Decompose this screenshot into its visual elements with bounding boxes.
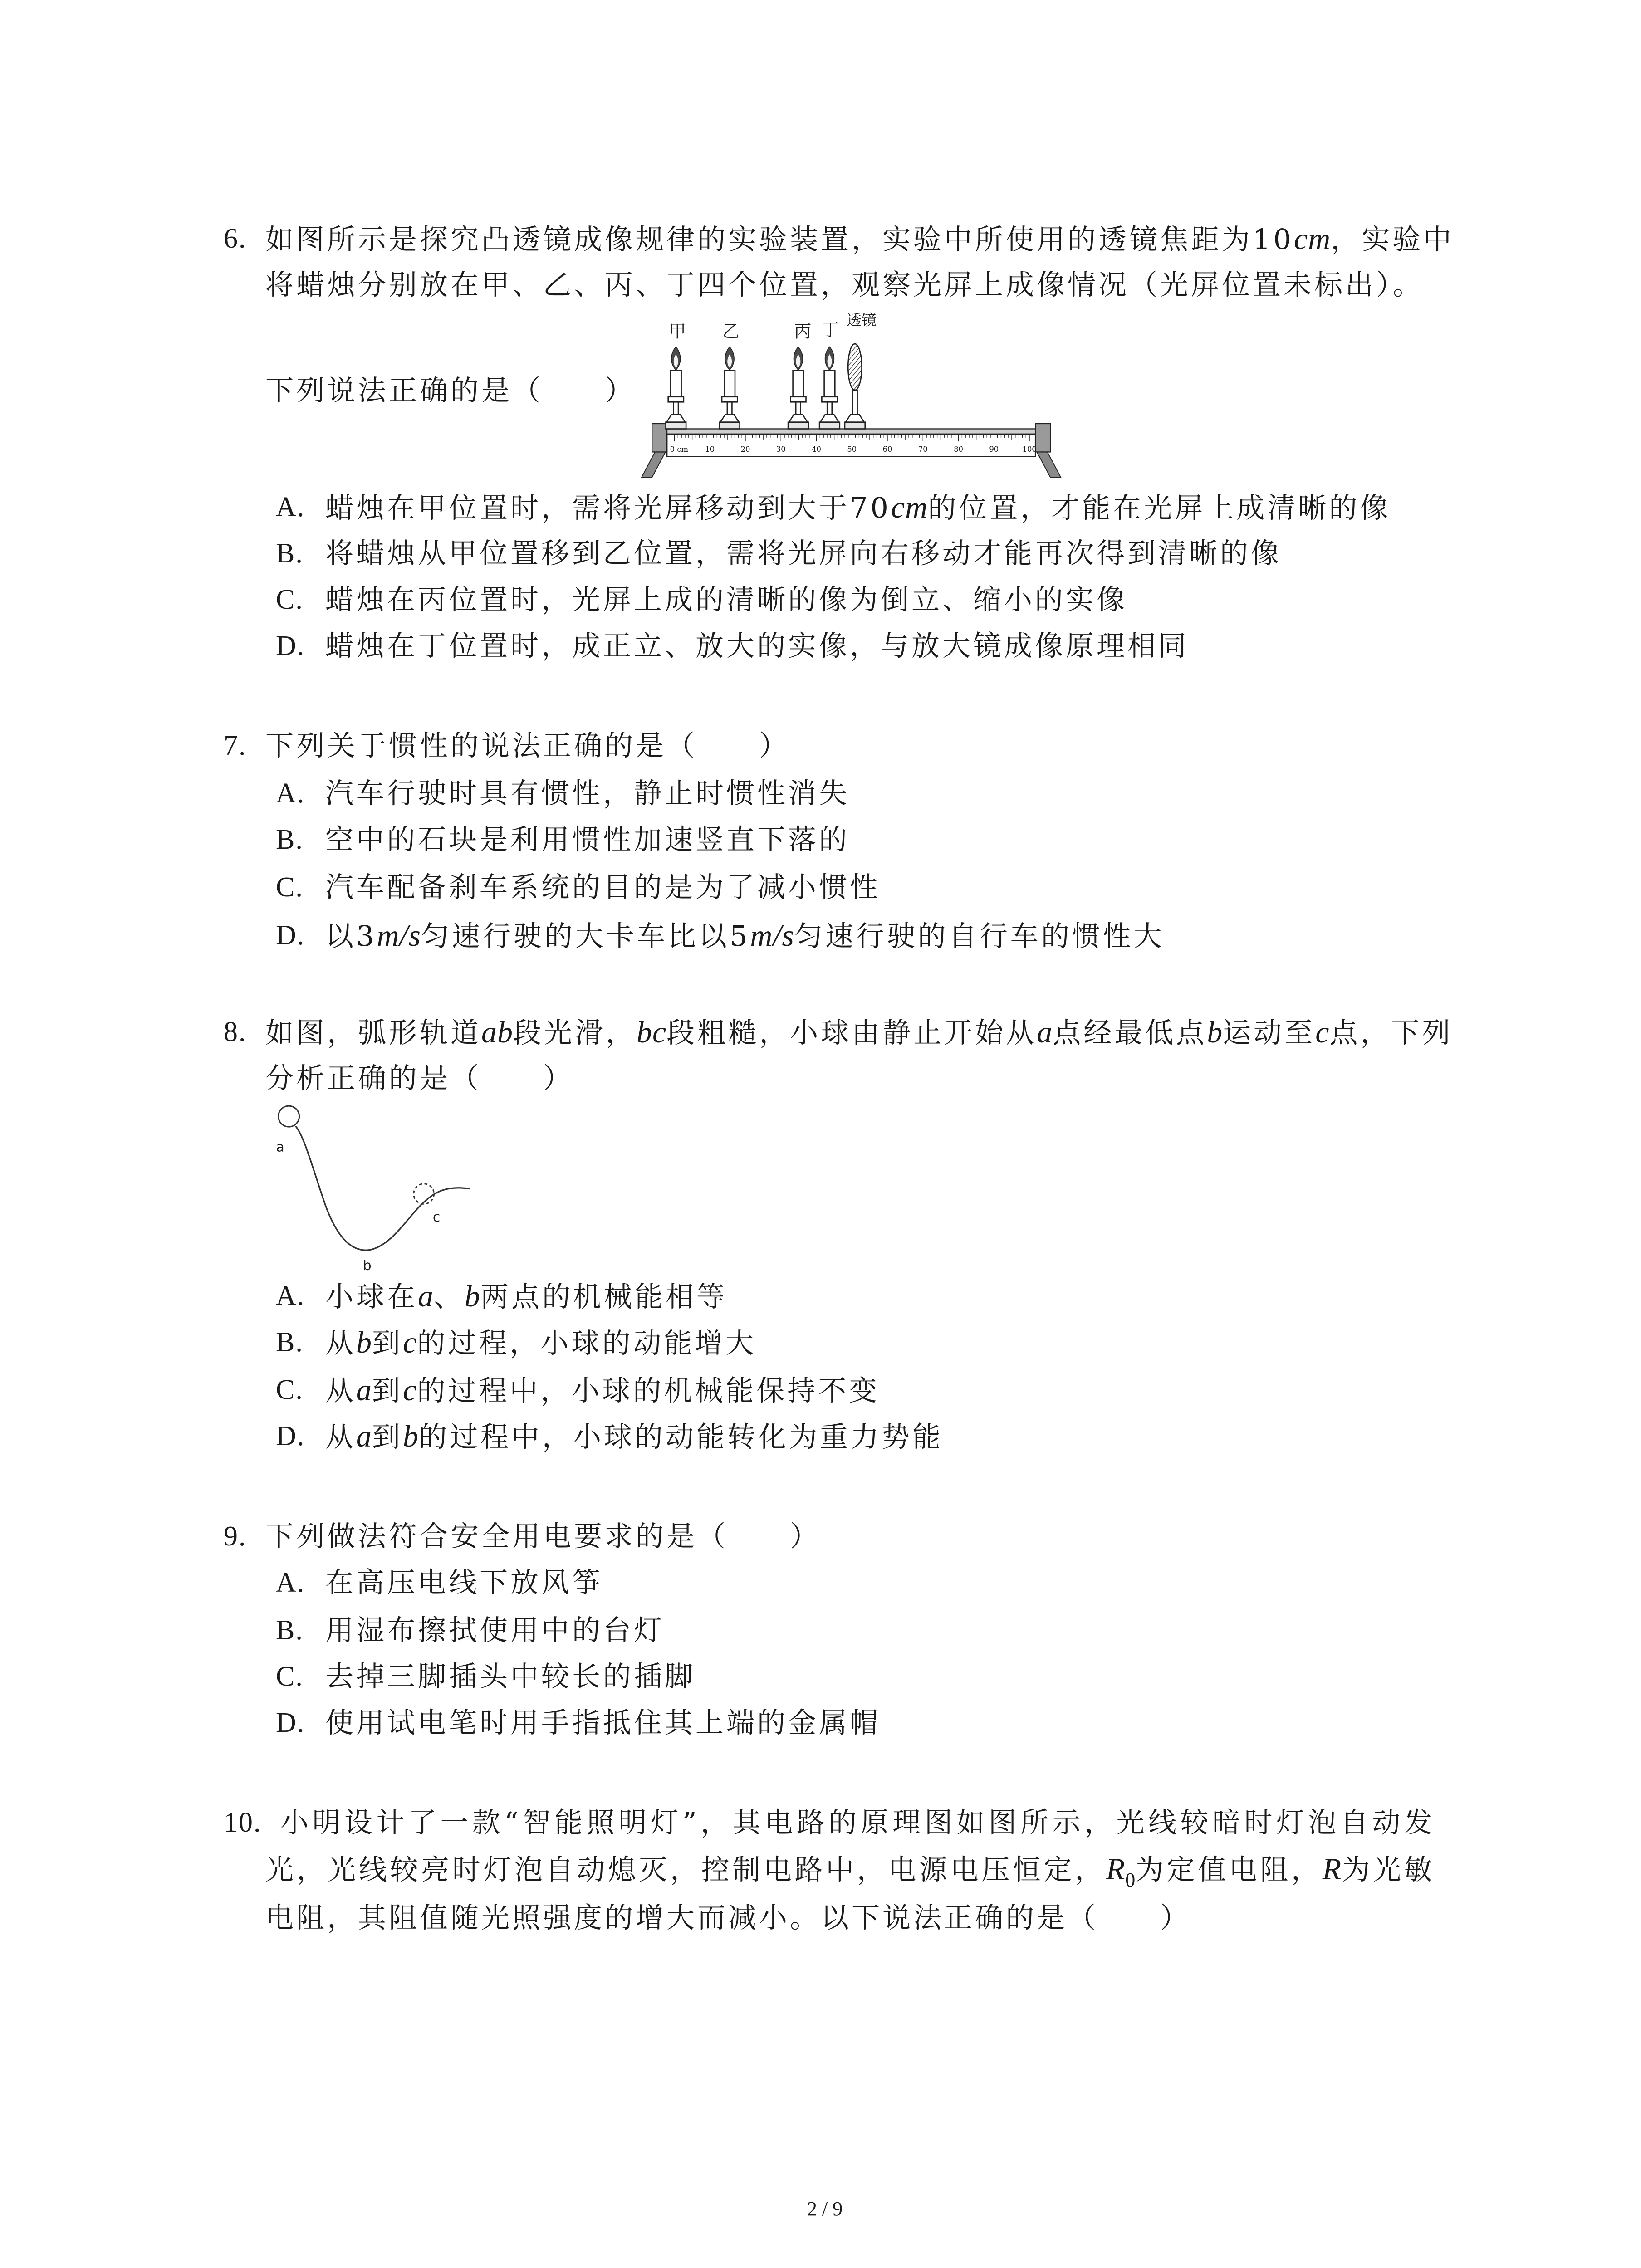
option-label: A. (276, 1567, 305, 1598)
option-label: A. (276, 778, 305, 809)
question-number: 8. (224, 1017, 247, 1047)
math-variable: R (1322, 1852, 1342, 1886)
position-label-bing: 丙 (794, 321, 812, 342)
option-label: A. (276, 492, 305, 523)
question-number: 6. (224, 223, 247, 254)
text-run: 将蜡烛从甲位置移到乙位置，需将光屏向右移动才能再次得到清晰的像 (325, 537, 1282, 570)
bench-leg-left (642, 452, 666, 477)
optical-bench (642, 424, 1061, 477)
text-run: 如图所示是探究凸透镜成像规律的实验装置，实验中所使用的透镜焦距为10 (265, 223, 1294, 256)
text-run: 点经最低点 (1053, 1016, 1207, 1049)
math-variable: cm (891, 490, 928, 524)
text-run: 小球在 (325, 1280, 418, 1313)
ruler-label: 100 (1022, 445, 1037, 454)
option-label: B. (276, 1327, 304, 1358)
bench-end-left (652, 424, 667, 452)
ruler-label: 90 (989, 445, 999, 454)
text-run: 的过程，小球的动能增大 (417, 1326, 757, 1359)
option-text (325, 867, 881, 908)
option-text (325, 1322, 756, 1363)
lens-post (852, 390, 857, 415)
text-run: 到 (372, 1374, 403, 1407)
position-label-jia: 甲 (669, 321, 686, 342)
math-variable: c (403, 1373, 417, 1407)
bench-end-right (1035, 424, 1050, 452)
option-text (325, 533, 1282, 574)
ruler-label: 60 (882, 445, 892, 454)
option-label: D. (276, 1707, 305, 1738)
math-variable: ab (481, 1015, 514, 1049)
position-label-ding: 丁 (822, 319, 839, 340)
math-variable: c (1315, 1015, 1330, 1049)
text-run: 运动至 (1223, 1016, 1316, 1049)
math-variable: m/s (377, 918, 421, 953)
text-run: 从 (325, 1420, 357, 1453)
question-text-line (265, 1012, 1453, 1052)
option-text (325, 819, 850, 860)
option-label: C. (276, 1661, 304, 1692)
text-run: 的过程中，小球的机械能保持不变 (417, 1374, 880, 1407)
text-run: 匀速行驶的自行车的惯性大 (794, 919, 1165, 953)
optical-bench-figure (636, 310, 1065, 480)
question-number: 10. (224, 1807, 262, 1838)
option-label: D. (276, 920, 305, 951)
lens-label: 透镜 (847, 311, 877, 329)
text-run: 以3 (325, 919, 377, 953)
math-variable: b (356, 1325, 372, 1359)
text-run: 在高压电线下放风筝 (325, 1566, 603, 1599)
option-text (325, 1656, 696, 1697)
option-label: C. (276, 1374, 304, 1405)
text-run: 到 (372, 1420, 403, 1453)
math-variable: a (356, 1373, 372, 1407)
option-text (325, 487, 1391, 528)
text-run: 用湿布擦拭使用中的台灯 (325, 1613, 665, 1647)
question-prompt (265, 1516, 821, 1557)
math-variable: R (1106, 1852, 1126, 1886)
ball-at-a (279, 1106, 299, 1127)
text-run: 汽车行驶时具有惯性，静止时惯性消失 (325, 777, 850, 810)
text-run: 下列关于惯性的说法正确的是（ ） (265, 729, 790, 762)
text-run: 、 (434, 1280, 465, 1313)
text-run: 光，光线较亮时灯泡自动熄灭，控制电路中，电源电压恒定， (265, 1853, 1106, 1886)
question-prompt (265, 1058, 574, 1099)
math-variable: bc (637, 1015, 667, 1049)
text-run: 从 (325, 1326, 357, 1359)
ruler-label: 40 (812, 445, 821, 454)
text-run: 蜡烛在丁位置时，成正立、放大的实像，与放大镜成像原理相同 (325, 629, 1190, 662)
option-label: C. (276, 584, 304, 615)
option-label: B. (276, 824, 304, 855)
option-text (325, 1369, 880, 1410)
option-text (325, 1562, 603, 1603)
option-text (325, 1416, 943, 1457)
text-run: 如图，弧形轨道 (265, 1016, 482, 1049)
math-variable: cm (1293, 221, 1331, 256)
candle-bing (788, 347, 808, 429)
text-run: 到 (372, 1326, 403, 1359)
ball-at-c-dashed (414, 1184, 434, 1204)
question-text-line (265, 1848, 1435, 1889)
option-text (325, 915, 1165, 956)
math-variable: m/s (750, 918, 794, 953)
lens-slider (845, 422, 865, 429)
convex-lens (845, 344, 865, 429)
option-label: C. (276, 872, 304, 903)
option-label: D. (276, 631, 305, 661)
math-variable: b (1207, 1015, 1223, 1049)
question-prompt (265, 1897, 1191, 1938)
text-run: 使用试电笔时用手指抵住其上端的金属帽 (325, 1706, 881, 1739)
lens-body (848, 344, 862, 390)
candle-jia (666, 347, 686, 429)
option-label: D. (276, 1421, 305, 1452)
math-variable: a (356, 1419, 372, 1453)
text-run: 的过程中，小球的动能转化为重力势能 (419, 1420, 944, 1453)
text-run: 将蜡烛分别放在甲、乙、丙、丁四个位置，观察光屏上成像情况（光屏位置未标出）。 (265, 268, 1424, 301)
question-text-line (265, 218, 1455, 259)
text-run: 段光滑， (513, 1016, 637, 1049)
option-label: B. (276, 538, 304, 569)
question-text-line (265, 264, 1424, 305)
ruler-label: 0 cm (670, 445, 689, 454)
math-variable: b (465, 1279, 481, 1313)
text-run: 空中的石块是利用惯性加速竖直下落的 (325, 823, 850, 856)
point-label-a: a (276, 1139, 284, 1155)
text-run: 下列说法正确的是（ ） (265, 374, 636, 407)
point-label-b: b (362, 1257, 372, 1273)
option-label: B. (276, 1615, 304, 1646)
bench-leg-right (1037, 452, 1061, 477)
option-text (325, 1276, 727, 1316)
text-run: 的位置，才能在光屏上成清晰的像 (928, 491, 1391, 524)
option-text (325, 1702, 881, 1743)
text-run: 电阻，其阻值随光照强度的增大而减小。以下说法正确的是（ ） (265, 1901, 1191, 1934)
text-run: 蜡烛在丙位置时，光屏上成的清晰的像为倒立、缩小的实像 (325, 583, 1128, 616)
ruler-label: 80 (954, 445, 964, 454)
text-run: 为光敏 (1342, 1853, 1435, 1886)
curved-track (295, 1126, 470, 1250)
track-figure (263, 1098, 475, 1274)
bench-rail (661, 429, 1041, 434)
text-run: 从 (325, 1374, 357, 1407)
text-run: ，实验中 (1331, 223, 1455, 256)
page-number: 2 / 9 (807, 2198, 843, 2220)
lens-base (846, 415, 864, 422)
point-label-c: c (432, 1209, 441, 1225)
candle-yi (720, 347, 740, 429)
question-prompt (265, 725, 790, 766)
math-variable: a (418, 1279, 434, 1313)
question-number: 7. (224, 730, 247, 761)
option-text (325, 579, 1127, 620)
question-text-line (280, 1802, 1435, 1843)
option-text (325, 773, 850, 814)
text-run: 小明设计了一款“智能照明灯”，其电路的原理图如图所示，光线较暗时灯泡自动发 (280, 1806, 1435, 1839)
text-run: 分析正确的是（ ） (265, 1061, 574, 1095)
candle-ding (819, 347, 840, 429)
text-run: 下列做法符合安全用电要求的是（ ） (265, 1520, 821, 1553)
option-label: A. (276, 1281, 305, 1311)
ruler-label: 20 (740, 445, 750, 454)
text-run: 点，下列 (1329, 1016, 1453, 1049)
option-text (325, 626, 1189, 666)
text-run: 匀速行驶的大卡车比以5 (421, 919, 750, 953)
text-run: 段粗糙，小球由静止开始从 (666, 1016, 1037, 1049)
text-run: 蜡烛在甲位置时，需将光屏移动到大于70 (325, 491, 891, 524)
text-run: 去掉三脚插头中较长的插脚 (325, 1660, 696, 1693)
math-subscript: 0 (1125, 1869, 1136, 1891)
text-run: 汽车配备刹车系统的目的是为了减小惯性 (325, 870, 881, 904)
text-run: 两点的机械能相等 (480, 1280, 728, 1313)
position-label-yi: 乙 (722, 321, 740, 342)
ruler-label: 70 (918, 445, 928, 454)
question-number: 9. (224, 1521, 247, 1552)
ruler-label: 50 (847, 445, 857, 454)
ruler-label: 10 (705, 445, 715, 454)
math-variable: a (1037, 1015, 1053, 1049)
text-run: 为定值电阻， (1135, 1853, 1323, 1886)
option-text (325, 1610, 665, 1651)
ruler-label: 30 (776, 445, 786, 454)
math-variable: c (403, 1325, 417, 1359)
math-variable: b (403, 1419, 419, 1453)
question-prompt (265, 370, 636, 411)
